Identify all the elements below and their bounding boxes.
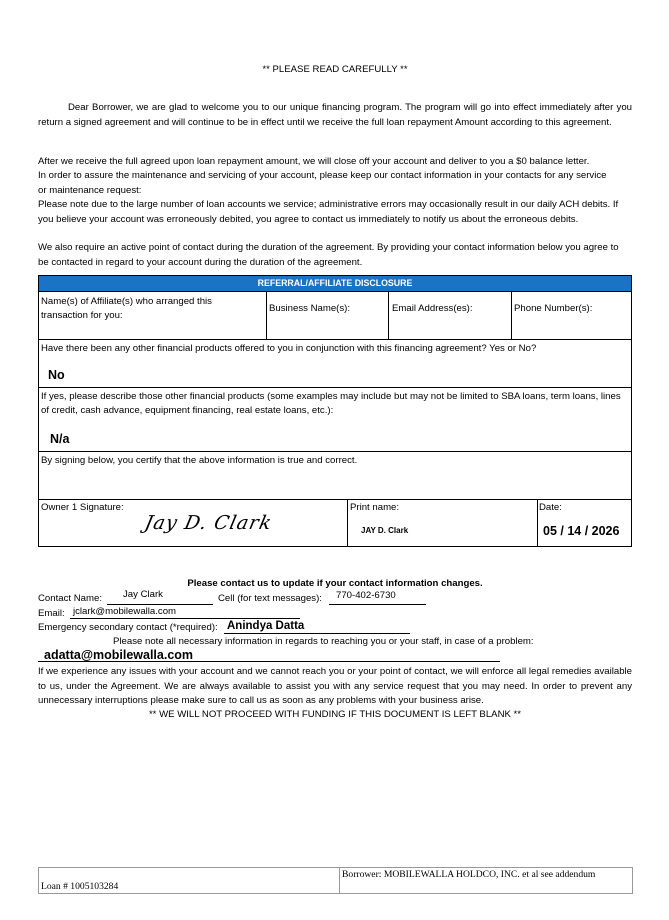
balance-letter-paragraph: After we receive the full agreed upon loan repayment amount, we will close off your account and deliver to you a $0 balance letter. bbox=[38, 156, 590, 167]
divider bbox=[537, 499, 538, 546]
describe-products-answer[interactable]: N/a bbox=[50, 432, 70, 446]
divider bbox=[39, 499, 631, 500]
other-products-question: Have there been any other financial products offered to you in conjunction with this financing agreement? Yes or No? bbox=[41, 343, 537, 354]
contact-name-label: Contact Name: bbox=[38, 593, 102, 604]
contact-update-heading: Please contact us to update if your contact information changes. bbox=[187, 578, 483, 589]
contact-name-underline bbox=[107, 604, 213, 605]
emergency-contact-underline bbox=[224, 633, 410, 634]
date-value[interactable]: 05 / 14 / 2026 bbox=[543, 524, 620, 538]
business-name-label: Business Name(s): bbox=[269, 303, 351, 314]
divider bbox=[339, 868, 340, 893]
document-footer bbox=[38, 867, 633, 894]
welcome-paragraph: Dear Borrower, we are glad to welcome you to our unique financing program. The program will go into effect immediately after you return a signed agreement and will continue to be in effect until we receive the full loan repayment Amount according to this agreement. bbox=[38, 102, 632, 128]
email-value[interactable]: jclark@mobilewalla.com bbox=[73, 606, 177, 617]
divider bbox=[347, 499, 348, 546]
notice-header: ** PLEASE READ CAREFULLY ** bbox=[262, 64, 408, 75]
divider bbox=[39, 451, 631, 452]
cell-label: Cell (for text messages): bbox=[218, 593, 322, 604]
cell-underline bbox=[329, 604, 426, 605]
divider bbox=[39, 387, 631, 388]
email-label: Email: bbox=[38, 608, 65, 619]
owner-signature-label: Owner 1 Signature: bbox=[41, 502, 124, 513]
email-underline bbox=[70, 618, 300, 619]
divider bbox=[388, 291, 389, 339]
contact-name-value[interactable]: Jay Clark bbox=[123, 589, 163, 600]
point-of-contact-paragraph: We also require an active point of contact during the duration of the agreement. By providing your contact information below you agree to be contacted in regard to your account during the duration of the agreement. bbox=[38, 242, 619, 268]
legal-remedies-paragraph: If we experience any issues with your account and we cannot reach you or your point of contact, we will enforce all legal remedies available to us, under the Agreement. We are always available to assist you with any service request that you may need. In order to prevent any unnecessary interruptions please make sure to call us as soon as any problems with your business arise. bbox=[38, 666, 632, 706]
affiliate-name-label: Name(s) of Affiliate(s) who arranged this transaction for you: bbox=[41, 296, 212, 321]
referral-disclosure-table bbox=[38, 275, 632, 547]
certify-statement: By signing below, you certify that the above information is true and correct. bbox=[41, 455, 358, 466]
emergency-contact-label: Emergency secondary contact (*required): bbox=[38, 622, 218, 633]
divider bbox=[39, 339, 631, 340]
loan-number: Loan # 1005103284 bbox=[41, 881, 119, 892]
email-address-label: Email Address(es): bbox=[392, 303, 473, 314]
problem-contact-note: Please note all necessary information in regards to reaching you or your staff, in case of a problem: bbox=[113, 636, 534, 647]
ach-errors-paragraph: Please note due to the large number of loan accounts we service; administrative errors may occasionally result in our daily ACH debits. If you believe your account was erroneously debited, you agree to contact us immediately to notify us about the erroneous debits. bbox=[38, 199, 619, 225]
cell-value[interactable]: 770-402-6730 bbox=[336, 590, 396, 601]
phone-number-label: Phone Number(s): bbox=[514, 303, 593, 314]
maintenance-paragraph: In order to assure the maintenance and servicing of your account, please keep our contact information in your contacts for any service or maintenance request: bbox=[38, 170, 607, 196]
problem-contact-value[interactable]: adatta@mobilewalla.com bbox=[44, 648, 194, 662]
describe-products-question: If yes, please describe those other financial products (some examples may include but may not be limited to SBA loans, term loans, lines of credit, cash advance, equipment financing, real estate loans, etc.): bbox=[41, 391, 621, 416]
divider bbox=[511, 291, 512, 339]
date-label: Date: bbox=[539, 502, 562, 513]
print-name-label: Print name: bbox=[350, 502, 400, 513]
other-products-answer[interactable]: No bbox=[48, 368, 65, 382]
print-name-value[interactable]: JAY D. Clark bbox=[361, 526, 409, 535]
funding-warning: ** WE WILL NOT PROCEED WITH FUNDING IF THIS DOCUMENT IS LEFT BLANK ** bbox=[148, 709, 522, 720]
divider bbox=[266, 291, 267, 339]
emergency-contact-value[interactable]: Anindya Datta bbox=[227, 620, 305, 632]
disclosure-title: REFERRAL/AFFILIATE DISCLOSURE bbox=[39, 276, 631, 292]
borrower-name: Borrower: MOBILEWALLA HOLDCO, INC. et al see addendum bbox=[342, 869, 596, 880]
owner-signature[interactable]: Jay D. Clark bbox=[142, 512, 275, 534]
